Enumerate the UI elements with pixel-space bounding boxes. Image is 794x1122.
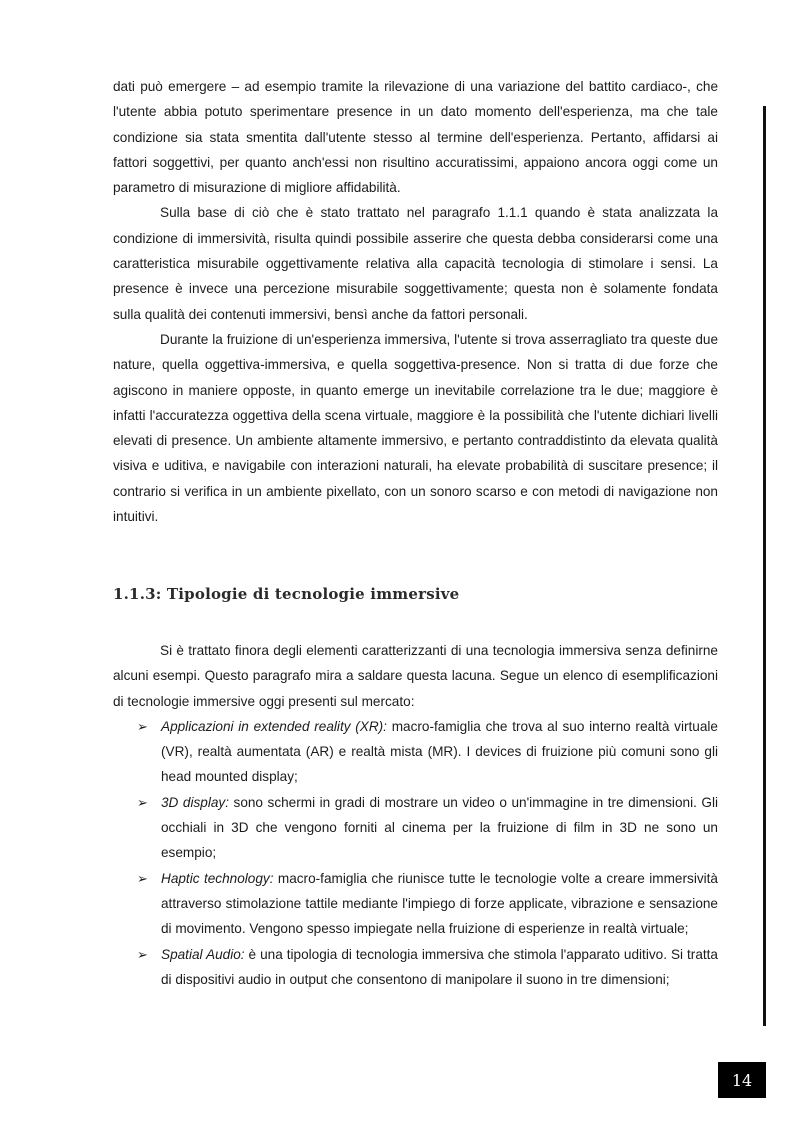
arrow-bullet-icon: ➢ — [137, 870, 148, 886]
paragraph-immersivity: Sulla base di ciò che è stato trattato nel paragrafo 1.1.1 quando è stata analizzata la condizione di immersività, risulta quindi possibile asserire che questa debba considerarsi come una caratteristica misurabile oggettivamente relativa alla capacità tecnologia di stimolare i sensi. La presence è invece una percezione misurabile soggettivamente; questa non è solamente fondata sulla qualità dei contenuti immersivi, bensì anche da fattori personali. — [113, 205, 718, 322]
arrow-bullet-icon: ➢ — [137, 794, 148, 810]
technology-list — [113, 714, 718, 992]
body-text-top — [113, 74, 718, 529]
section-heading: 1.1.3: Tipologie di tecnologie immersive — [113, 585, 460, 603]
arrow-bullet-icon: ➢ — [137, 718, 148, 734]
list-item-term: 3D display: — [161, 794, 229, 810]
list-item — [113, 942, 718, 993]
list-item-text: macro-famiglia che riunisce tutte le tecnologie volte a creare immersività attraverso stimolazione tattile mediante l'impiego di forze applicate, vibrazione e sensazione di movimento. Vengono spesso impiegate nella fruizione di esperienze in realtà virtuale; — [161, 870, 718, 937]
page-number: 14 — [718, 1062, 766, 1098]
list-item-term: Spatial Audio: — [161, 946, 245, 962]
list-item-term: Applicazioni in extended reality (XR): — [161, 718, 387, 734]
list-item — [113, 790, 718, 866]
list-item — [113, 866, 718, 942]
section-body — [113, 638, 718, 992]
list-item-term: Haptic technology: — [161, 870, 274, 886]
section-intro: Si è trattato finora degli elementi caratterizzanti di una tecnologia immersiva senza definirne alcuni esempi. Questo paragrafo mira a saldare questa lacuna. Segue un elenco di esemplificazioni di tecnologie immersive oggi presenti sul mercato: — [113, 643, 718, 709]
margin-rule — [763, 106, 766, 1026]
list-item-text: è una tipologia di tecnologia immersiva che stimola l'apparato uditivo. Si tratta di dispositivi audio in output che consentono di manipolare il suono in tre dimensioni; — [161, 946, 718, 987]
list-item-text: sono schermi in gradi di mostrare un video o un'immagine in tre dimensioni. Gli occhiali in 3D che vengono forniti al cinema per la fruizione di film in 3D ne sono un esempio; — [161, 794, 718, 861]
paragraph-presence: Durante la fruizione di un'esperienza immersiva, l'utente si trova asserragliato tra queste due nature, quella oggettiva-immersiva, e quella soggettiva-presence. Non si tratta di due forze che agiscono in maniere opposte, in quanto emerge un inevitabile correlazione tra le due; maggiore è infatti l'accuratezza oggettiva della scena virtuale, maggiore è la possibilità che l'utente dichiari livelli elevati di presence. Un ambiente altamente immersivo, e pertanto contraddistinto da elevata qualità visiva e uditiva, e navigabile con interazioni naturali, ha elevate probabilità di suscitare presence; il contrario si verifica in un ambiente pixellato, con un sonoro scarso e con metodi di navigazione non intuitivi. — [113, 331, 718, 525]
arrow-bullet-icon: ➢ — [137, 946, 148, 962]
paragraph-continued: dati può emergere – ad esempio tramite la rilevazione di una variazione del battito cardiaco-, che l'utente abbia potuto sperimentare presence in un dato momento dell'esperienza, ma che tale condizione sia stata smentita dall'utente stesso al termine dell'esperienza. Pertanto, affidarsi ai fattori soggettivi, per quanto anch'essi non risultino accuratissimi, appaiono ancora oggi come un parametro di misurazione di migliore affidabilità. — [113, 79, 718, 196]
list-item — [113, 714, 718, 790]
list-item-text: macro-famiglia che trova al suo interno realtà virtuale (VR), realtà aumentata (AR) e realtà mista (MR). I devices di fruizione più comuni sono gli head mounted display; — [161, 718, 718, 785]
